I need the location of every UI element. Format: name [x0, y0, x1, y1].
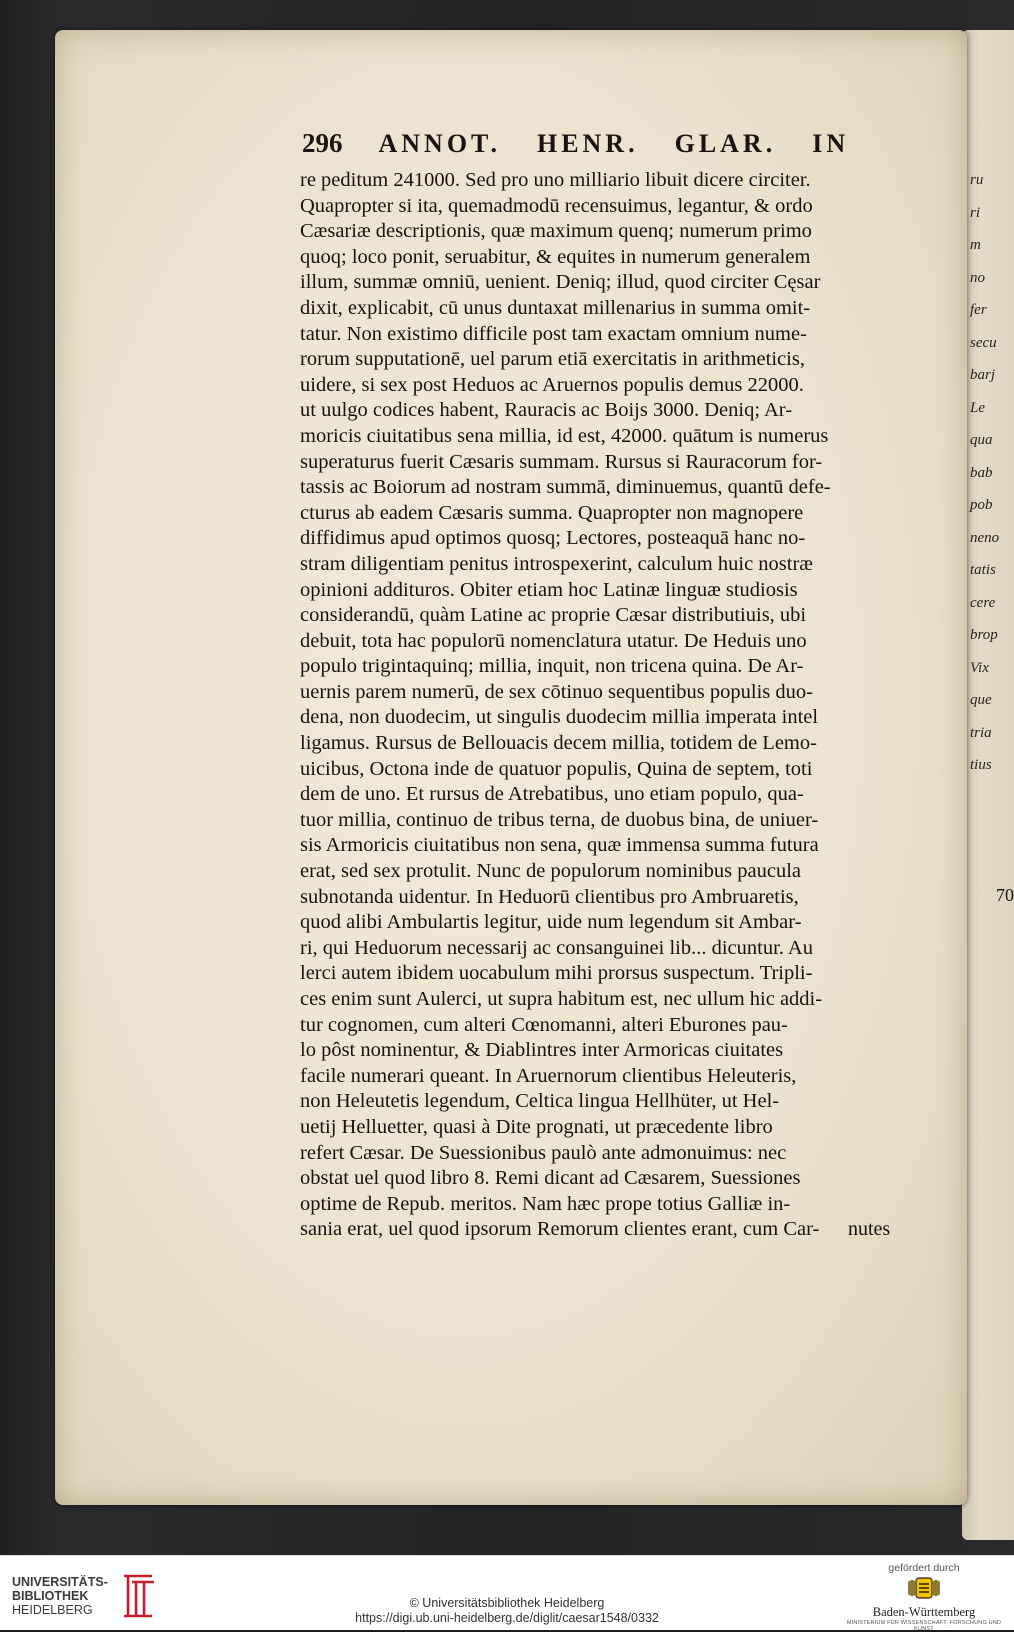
text-line: tatur. Non existimo difficile post tam exactam omnium nume-: [300, 322, 807, 345]
text-line: optime de Repub. meritos. Nam hæc prope totius Galliæ in-: [300, 1192, 791, 1215]
funding-name: Baden-Württemberg: [872, 1605, 976, 1619]
library-name-line: UNIVERSITÄTS-: [12, 1575, 108, 1589]
text-line: lerci autem ibidem uocabulum mihi prorsus suspectum. Tripli-: [300, 962, 813, 985]
facing-page-fragment: barj: [970, 367, 996, 383]
facing-page-fragment: m: [970, 237, 981, 253]
catchword: nutes: [848, 1218, 891, 1240]
text-line: quoq; loco ponit, seruabitur, & equites in numerum generalem: [300, 245, 811, 268]
running-head-word: ANNOT.: [378, 129, 501, 158]
text-line: lo pôst nominentur, & Diablintres inter Armoricas ciuitates: [300, 1039, 784, 1062]
text-line: tuor millia, continuo de tribus terna, de duobus bina, de uniuer-: [300, 808, 819, 831]
text-line: Cæsariæ descriptionis, quæ maximum quenq; numerum primo: [300, 220, 812, 243]
facing-page-fragment: cere: [970, 594, 996, 611]
text-line: tur cognomen, cum alteri Cœnomanni, alteri Eburones pau-: [300, 1013, 788, 1036]
text-line: Quapropter si ita, quemadmodū recensuimus, legantur, & ordo: [300, 194, 813, 217]
page-header: [302, 128, 850, 162]
running-head-word: GLAR.: [674, 129, 777, 158]
text-line: ut uulgo codices habent, Rauracis ac Boijs 3000. Deniq; Ar-: [300, 399, 793, 422]
text-line: debuit, tota hac populorū nomenclatura utatur. De Heduis uno: [300, 629, 807, 652]
text-line: obstat uel quod libro 8. Remi dicant ad Cæsarem, Suessiones: [300, 1167, 801, 1190]
running-head-word: IN: [812, 129, 850, 158]
viewer-footer: [0, 1555, 1014, 1630]
text-line: uicibus, Octona inde de quatuor populis, Quina de septem, toti: [300, 757, 813, 780]
text-line: moricis ciuitatibus sena millia, id est, 42000. quātum is numerus: [300, 424, 829, 447]
text-line: considerandū, quàm Latine ac proprie Cæsar distributiuis, ubi: [300, 604, 807, 627]
text-line: sania erat, uel quod ipsorum Remorum clientes erant, cum Car-: [300, 1218, 820, 1241]
text-line: dena, non duodecim, ut singulis duodecim millia imperata intel: [300, 706, 819, 729]
coat-of-arms-icon: [904, 1576, 944, 1600]
library-name-line: BIBLIOTHEK: [12, 1589, 89, 1603]
facing-page-fragment: tius: [970, 757, 992, 773]
page-number: 296: [302, 128, 343, 158]
facing-page-fragment: Vix: [970, 659, 989, 676]
text-line: ligamus. Rursus de Bellouacis decem millia, totidem de Lemo-: [300, 732, 817, 755]
text-line: superaturus fuerit Cæsaris summam. Rursus si Rauracorum for-: [300, 450, 823, 473]
facing-page-fragment: no: [970, 269, 985, 286]
text-line: dixit, explicabit, cū unus duntaxat millenarius in summa omit-: [300, 296, 811, 319]
facing-page-fragment: qua: [970, 432, 993, 448]
text-line: ces enim sunt Aulerci, ut supra habitum est, nec ullum hic addi-: [300, 988, 823, 1010]
text-line: subnotanda uidentur. In Heduorū clientibus pro Ambruaretis,: [300, 885, 799, 908]
text-line: non Heleutetis legendum, Celtica lingua Hellhüter, ut Hel-: [300, 1090, 780, 1113]
facing-page-fragment: secu: [970, 334, 997, 351]
text-line: uetij Helluetter, quasi à Dite prognati, ut præcedente libro: [300, 1115, 773, 1138]
text-line: sis Armoricis ciuitatibus non sena, quæ immensa summa futura: [300, 834, 819, 857]
text-line: rorum supputationē, uel parum etiā exercitatis in arithmeticis,: [300, 348, 805, 371]
text-line: refert Cæsar. De Suessionibus paulò ante admonuimus: nec: [300, 1141, 787, 1164]
facing-page-fragment: fer: [970, 302, 987, 318]
text-line: populo trigintaquinq; millia, inquit, non tricena quina. De Ar-: [300, 655, 804, 678]
text-line: tassis ac Boiorum ad nostram summā, diminuemus, quantū defe-: [300, 476, 831, 499]
text-line: facile numerari queant. In Aruernorum clientibus Heleuteris,: [300, 1064, 797, 1087]
facing-page-fragment: que: [970, 692, 992, 708]
text-line: uernis parem numerū, de sex cōtinuo sequentibus populis duo-: [300, 680, 813, 703]
library-name-line: HEIDELBERG: [12, 1603, 93, 1617]
facing-page-fragment: neno: [970, 529, 1000, 546]
copyright-notice: © Universitätsbibliothek Heidelberg: [409, 1596, 605, 1610]
text-line: re peditum 241000. Sed pro uno milliario libuit dicere circiter.: [300, 169, 811, 191]
text-line: ri, qui Heduorum necessarij ac consanguinei lib... dicuntur. Au: [300, 936, 813, 959]
text-line: stram diligentiam penitus introspexerint, calculum huic nostræ: [300, 552, 813, 575]
text-line: dem de uno. Et rursus de Atrebatibus, uno etiam populo, qua-: [300, 783, 804, 806]
facing-page-fragment: pob: [970, 497, 993, 513]
facing-page-fragment: bab: [970, 464, 993, 481]
text-line: erat, sed sex protulit. Nunc de populorum nominibus paucula: [300, 860, 802, 883]
facing-page-fragment: brop: [970, 627, 998, 643]
facing-page-fragment: ru: [970, 172, 984, 188]
text-line: uidere, si sex post Heduos ac Aruernos populis demus 22000.: [300, 373, 804, 396]
running-head-word: HENR.: [536, 129, 639, 158]
funding-label: gefördert durch: [888, 1562, 960, 1574]
facing-page-edge: [962, 30, 1014, 1540]
text-line: cturus ab eadem Cæsaris summa. Quapropter non magnopere: [300, 501, 804, 524]
permalink[interactable]: https://digi.ub.uni-heidelberg.de/diglit/caesar1548/0332: [355, 1611, 659, 1625]
text-line: opinioni addituros. Obiter etiam hoc Latinæ linguæ studiosis: [300, 578, 798, 601]
facing-page-fragment: ri: [970, 204, 981, 221]
margin-note: 70: [996, 885, 1014, 905]
facing-page-fragment: tria: [970, 724, 992, 741]
text-line: quod alibi Ambulartis legitur, uide num legendum sit Ambar-: [300, 911, 802, 934]
funding-logo[interactable]: [844, 1562, 1004, 1632]
facing-page-fragment: tatis: [970, 562, 996, 578]
text-line: illum, summæ omniū, uenient. Deniq; illud, quod circiter Cęsar: [300, 271, 821, 294]
funding-subtitle: MINISTERIUM FÜR WISSENSCHAFT, FORSCHUNG UND KUNST: [846, 1620, 1002, 1632]
body-text: [300, 168, 900, 1243]
facing-page-fragment: Le: [970, 399, 985, 416]
text-line: diffidimus apud optimos quosq; Lectores, posteaquā hanc no-: [300, 527, 806, 550]
